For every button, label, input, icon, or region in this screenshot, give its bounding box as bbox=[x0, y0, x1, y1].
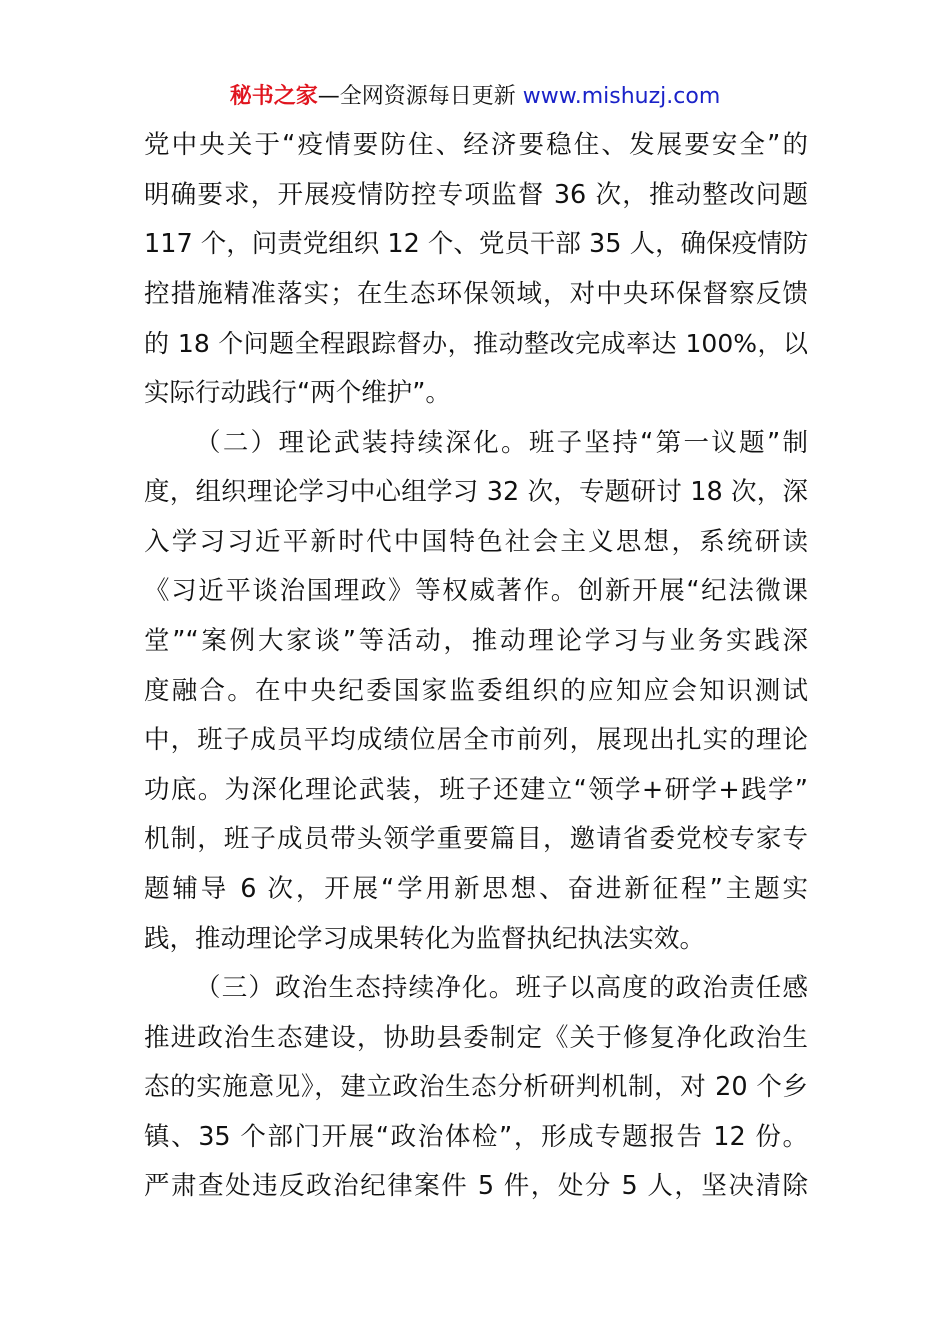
header-tagline: —全网资源每日更新 bbox=[317, 84, 516, 109]
paragraph-2 bbox=[144, 419, 808, 965]
text-line: 的 18 个问题全程跟踪督办，推动整改完成率达 100%，以 bbox=[144, 329, 808, 359]
text-line: （三）政治生态持续净化。班子以高度的政治责任感 bbox=[195, 973, 808, 1004]
text-line: 入学习习近平新时代中国特色社会主义思想，系统研读 bbox=[144, 526, 808, 557]
text-line: 度，组织理论学习中心组学习 32 次，专题研讨 18 次，深 bbox=[144, 477, 808, 508]
text-line: 践，推动理论学习成果转化为监督执纪执法实效。 bbox=[144, 923, 706, 954]
document-body bbox=[144, 121, 808, 1212]
text-line: 严肃查处违反政治纪律案件 5 件，处分 5 人，坚决清除 bbox=[144, 1171, 808, 1202]
text-line: 度融合。在中央纪委国家监委组织的应知应会知识测试 bbox=[144, 675, 808, 706]
text-line: 明确要求，开展疫情防控专项监督 36 次，推动整改问题 bbox=[144, 179, 808, 210]
text-line: 机制，班子成员带头领学重要篇目，邀请省委党校专家专 bbox=[144, 824, 808, 855]
text-line: 117 个，问责党组织 12 个、党员干部 35 人，确保疫情防 bbox=[144, 229, 809, 260]
text-line: 《习近平谈治国理政》等权威著作。创新开展“纪法微课 bbox=[144, 576, 808, 607]
text-line: （二）理论武装持续深化。班子坚持“第一议题”制 bbox=[195, 427, 808, 458]
text-line: 控措施精准落实；在生态环保领域，对中央环保督察反馈 bbox=[144, 278, 808, 309]
text-line: 推进政治生态建设，协助县委制定《关于修复净化政治生 bbox=[144, 1022, 808, 1053]
text-line: 功底。为深化理论武装，班子还建立“领学+研学+践学” bbox=[144, 774, 808, 805]
text-line: 镇、35 个部门开展“政治体检”，形成专题报告 12 份。 bbox=[144, 1121, 808, 1152]
text-line: 态的实施意见》，建立政治生态分析研判机制，对 20 个乡 bbox=[144, 1072, 808, 1103]
text-line: 实际行动践行“两个维护”。 bbox=[144, 377, 451, 408]
text-line: 堂”“案例大家谈”等活动，推动理论学习与业务实践深 bbox=[144, 625, 808, 656]
paragraph-3 bbox=[144, 964, 808, 1212]
paragraph-1 bbox=[144, 121, 808, 419]
header-brand: 秘书之家 bbox=[229, 84, 318, 109]
text-line: 中，班子成员平均成绩位居全市前列，展现出扎实的理论 bbox=[144, 725, 808, 756]
text-line: 题辅导 6 次，开展“学用新思想、奋进新征程”主题实 bbox=[144, 873, 808, 904]
page-header bbox=[0, 82, 950, 112]
header-site-link[interactable]: www.mishuzj.com bbox=[522, 84, 721, 109]
text-line: 党中央关于“疫情要防住、经济要稳住、发展要安全”的 bbox=[144, 130, 808, 160]
